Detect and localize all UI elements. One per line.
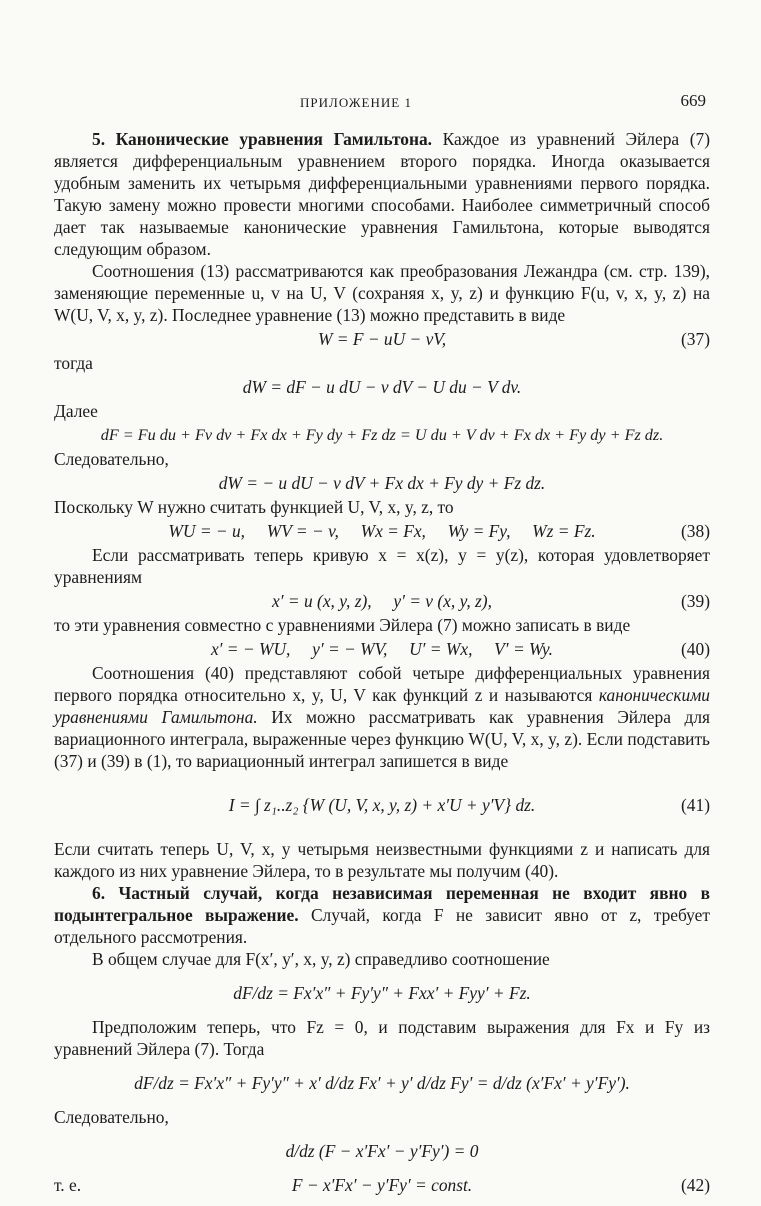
equation-42-body: F − x′Fx′ − y′Fy′ = const. xyxy=(291,1175,473,1195)
section-6-heading: 6. Частный случай, когда независимая переменная не входит явно в подынтегральное выражение. xyxy=(54,883,710,925)
since-sentence: Поскольку W нужно считать функцией U, V, x, y, z, то xyxy=(54,497,454,517)
equation-40 xyxy=(54,638,710,660)
section-6-text-1: Случай, когда F не зависит явно от z, требует отдельного рассмотрения. xyxy=(54,905,710,947)
equation-39-body: x′ = u (x, y, z), y′ = v (x, y, z), xyxy=(272,591,492,611)
equation-38-body: WU = − u, WV = − v, Wx = Fx, Wy = Fy, Wz = Fz. xyxy=(168,521,596,541)
section-5-paragraph-4: то эти уравнения совместно с уравнениями Эйлера (7) можно записать в виде xyxy=(54,615,631,635)
equation-41-number: (41) xyxy=(681,795,710,815)
equation-41 xyxy=(54,774,710,836)
equation-39 xyxy=(54,590,710,612)
section-6-paragraph-3: Предположим теперь, что Fz = 0, и подставим выражения для Fx и Fy из уравнений Эйлера (7). Тогда xyxy=(54,1017,710,1059)
section-5-text-5b: Их можно рассматривать как уравнения Эйлера для вариационного интеграла, выраженные через функцию W(U, V, x, y, z). Если подставить (37) и (39) в (1), то вариационный интеграл запишется в виде xyxy=(54,707,710,771)
book-page xyxy=(54,90,710,1206)
page-header xyxy=(54,90,710,114)
equation-37 xyxy=(54,328,710,350)
equation-40-number: (40) xyxy=(681,639,710,659)
equation-dF: dF = Fu du + Fv dv + Fx dx + Fy dy + Fz dz = U du + V dv + Fx dx + Fy dy + Fz dz. xyxy=(100,426,664,444)
section-6-paragraph-2: В общем случае для F(x′, y′, x, y, z) справедливо соотношение xyxy=(92,949,550,969)
section-5-paragraph-5 xyxy=(54,662,710,772)
word-further: Далее xyxy=(54,401,98,421)
equation-42-number: (42) xyxy=(681,1175,710,1195)
hamilton-equations-term: каноническими уравнениями Гамильтона. xyxy=(54,685,710,727)
equation-38-number: (38) xyxy=(681,521,710,541)
running-title: ПРИЛОЖЕНИЕ 1 xyxy=(300,95,412,110)
equation-41-body: I = ∫ z₁..z₂ {W (U, V, x, y, z) + x′U + y′V} dz. xyxy=(228,795,536,815)
section-5-text-5a: Соотношения (40) представляют собой четыре дифференциальных уравнения первого порядка относительно x, y, U, V как функций z и называются xyxy=(54,663,710,705)
section-5-paragraph-6: Если считать теперь U, V, x, y четырьмя неизвестными функциями z и написать для каждого из них уравнение Эйлера, то в результате мы получим (40). xyxy=(54,839,710,881)
equation-dFdz: dF/dz = Fx′x″ + Fy′y″ + Fxx′ + Fyy′ + Fz. xyxy=(233,983,531,1003)
page-number: 669 xyxy=(680,91,706,110)
word-ie: т. е. xyxy=(54,1175,82,1195)
equation-dFdz-2: dF/dz = Fx′x″ + Fy′y″ + x′ d/dz Fx′ + y′ d/dz Fy′ = d/dz (x′Fx′ + y′Fy′). xyxy=(134,1073,630,1093)
equation-40-body: x′ = − WU, y′ = − WV, U′ = Wx, V′ = Wy. xyxy=(210,639,554,659)
equation-dW: dW = dF − u dU − v dV − U du − V dv. xyxy=(242,377,522,397)
word-consequently: Следовательно, xyxy=(54,449,169,469)
equation-39-number: (39) xyxy=(681,591,710,611)
section-5-text-1: Каждое из уравнений Эйлера (7) является дифференциальным уравнением второго порядка. Иногда оказывается удобным заменить их четырьмя дифференциальными уравнениями первого порядка. Такую замену можно провести многими способами. Наиболее симметричный способ дает так называемые канонические уравнения Гамильтона, которые выводятся следующим образом. xyxy=(54,129,710,259)
word-then: тогда xyxy=(54,353,93,373)
equation-dW-2: dW = − u dU − v dV + Fx dx + Fy dy + Fz dz. xyxy=(218,473,546,493)
equation-37-body: W = F − uU − vV, xyxy=(317,329,447,349)
word-consequently-2: Следовательно, xyxy=(54,1107,169,1127)
section-5-paragraph-1 xyxy=(54,128,710,260)
section-5-paragraph-2: Соотношения (13) рассматриваются как преобразования Лежандра (см. стр. 139), заменяющие переменные u, v на U, V (сохраняя x, y, z) и функцию F(u, v, x, y, z) на W(U, V, x, y, z). Последнее уравнение (13) можно представить в виде xyxy=(54,261,710,325)
equation-37-number: (37) xyxy=(681,329,710,349)
equation-derivative-zero: d/dz (F − x′Fx′ − y′Fy′) = 0 xyxy=(285,1141,479,1161)
section-6-paragraph-1 xyxy=(54,882,710,948)
equation-38 xyxy=(54,520,710,542)
section-5-paragraph-3: Если рассматривать теперь кривую x = x(z), y = y(z), которая удовлетворяет уравнениям xyxy=(54,545,710,587)
section-5-heading: 5. Канонические уравнения Гамильтона. xyxy=(92,129,433,149)
